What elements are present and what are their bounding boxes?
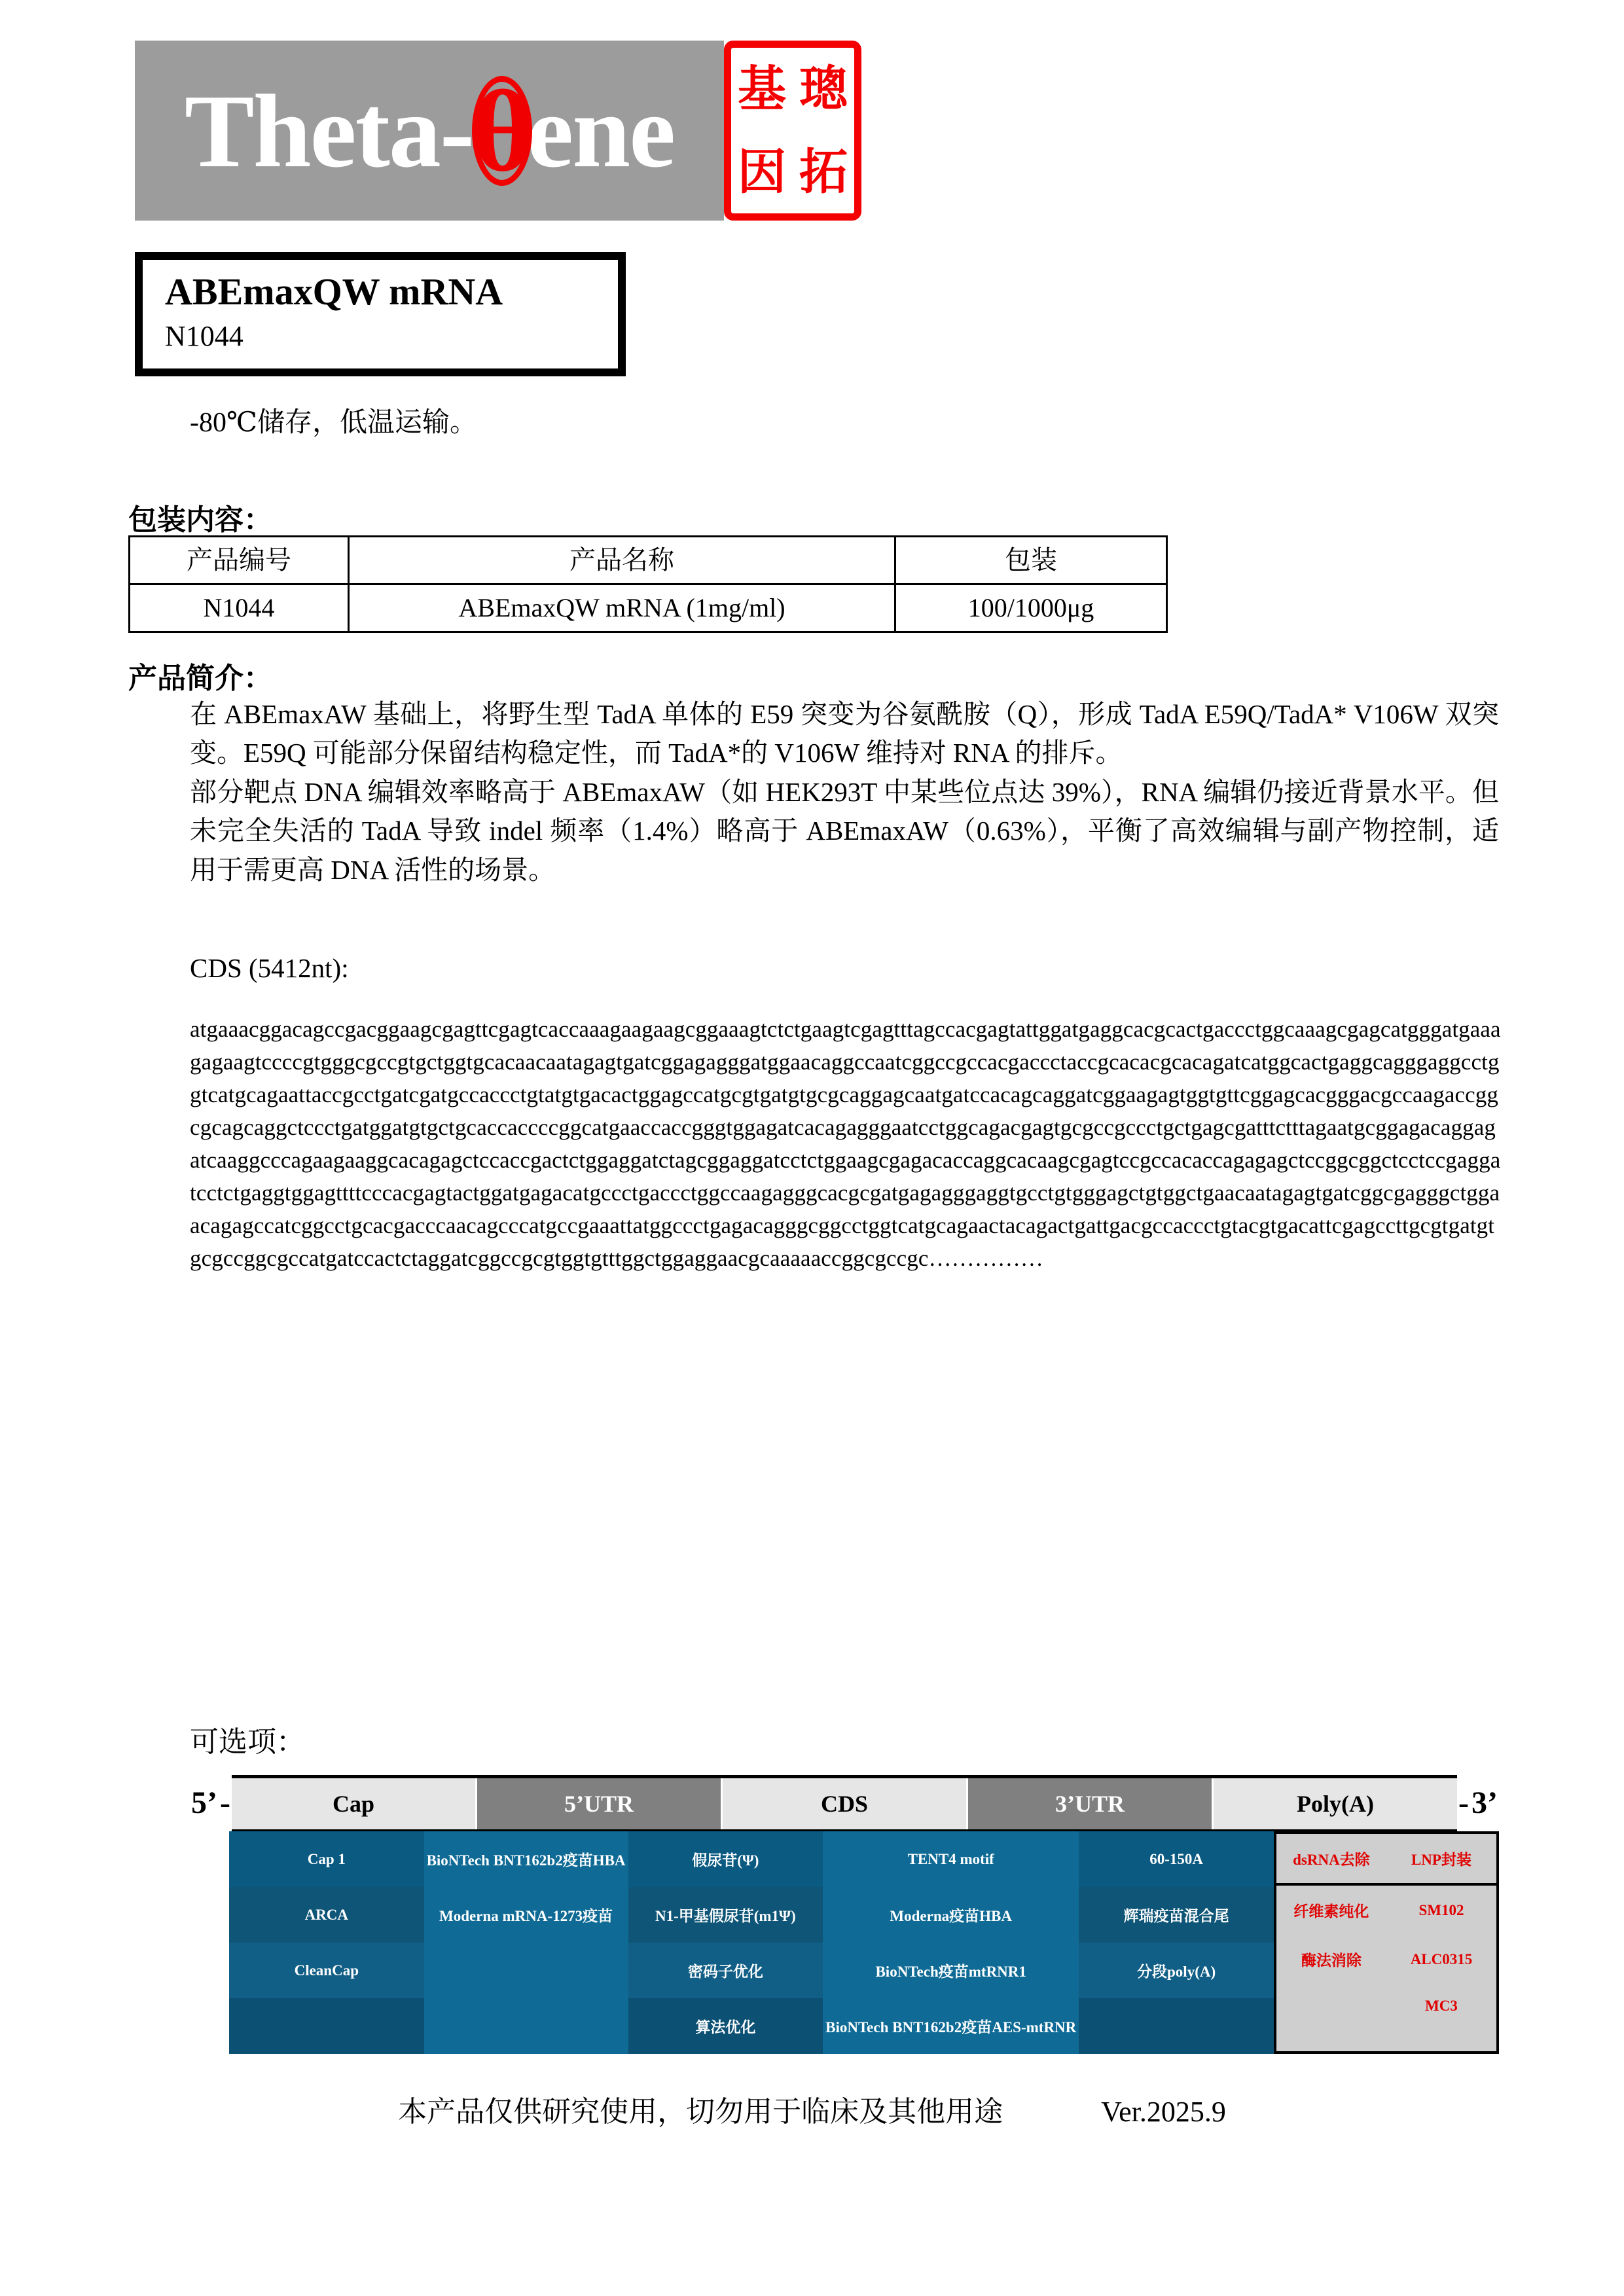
five-prime-dash: - xyxy=(219,1785,230,1820)
segment-cds: CDS xyxy=(723,1778,968,1829)
matrix-cell: 辉瑞疫苗混合尾 xyxy=(1079,1887,1274,1943)
version-label: Ver.2025.9 xyxy=(1101,2096,1226,2128)
matrix-cell: BioNTech BNT162b2疫苗AES-mtRNR xyxy=(823,1998,1079,2054)
cell-product-name: ABEmaxQW mRNA (1mg/ml) xyxy=(349,584,895,632)
matrix-cell: BioNTech BNT162b2疫苗HBA xyxy=(424,1831,628,1887)
five-prime-label: 5’ xyxy=(191,1785,217,1820)
intro-paragraph-1: 在 ABEmaxAW 基础上，将野生型 TadA 单体的 E59 突变为谷氨酰胺（Q），形成 TadA E59Q/TadA* V106W 双突变。E59Q 可能部分保留结构稳定性，而 TadA*的 V106W 维持对 RNA 的排斥。 xyxy=(190,699,1499,768)
segment-strip xyxy=(232,1775,1457,1831)
storage-condition: -80℃储存，低温运输。 xyxy=(190,408,477,438)
matrix-cell: 算法优化 xyxy=(628,1998,823,2054)
matrix-cell: N1-甲基假尿苷(m1Ψ) xyxy=(628,1887,823,1943)
process-options-panel xyxy=(1274,1831,1499,2054)
panel-cell-lipid: SM102 xyxy=(1418,1901,1464,1918)
matrix-cell: TENT4 motif xyxy=(823,1831,1079,1887)
col-header-package: 包装 xyxy=(895,537,1167,584)
segment-5utr: 5’UTR xyxy=(477,1778,723,1829)
segment-polya: Poly(A) xyxy=(1214,1778,1457,1829)
options-matrix-wrapper xyxy=(229,1831,1499,2054)
panel-cell-lipid: MC3 xyxy=(1425,1998,1458,2014)
logo-text-post: ene xyxy=(527,72,675,189)
cds-sequence: atgaaacggacagccgacggaagcgagttcgagtcaccaaagaagaagcggaaagtctctgaagtcgagtttagccacgagtattggatgaggcacgcactgaccctggcaaagcgagcatgggatgaaagagaagtccccgtgggcgccgtgctggtgcacaacaatagagtgatcggagagggatggaacaggccaatcggccgccacgaccctaccgcacacgcacagatcatggcactgaggcagggaggcctggtcatgcagaattaccgcctgatcgatgccaccctgtatgtgacactggagccatgcgtgatgtgcgcaggagcaatgatccacagcaggatcggaagagtggtgttcggagcacgggacgccaagaccggcgcagcaggctccctgatggatgtgctgcaccaccccggcatgaaccaccgggtggagatcacagagggaatcctggcagacgagtgcgccgccctgctgagcgatttctttagaatgcggagacaggagatcaaggcccagaagaaggcacagagctccaccgactctggaggatctagcggaggatcctctggaagcgagacaccaggcacaagcgagtccgccacaccagagagctccggcggctcctccgaggatcctctgaggtggagttttcccacgagtactggatgagacatgccctgaccctggccaagagggcacgcgatgagagggaggtgcctgtgggagctgtggctgaacaatagagtgatcggcgagggctggaacagagccatcggcctgcacgacccaacagcccatgccgaaattatggccctgagacagggcggcctggtcatgcagaactacagactgattgacgccaccctgtacgtgacattcgagccttgcgtgatgtgcgccggcgccatgatccactctaggatcggccgcgtggtgtttggctggaggaacgcaaaaaccggcgccgc…………… xyxy=(190,1016,1501,1271)
three-prime-dash: - xyxy=(1458,1785,1470,1820)
panel-cell-purification xyxy=(1276,1984,1386,2028)
table-header-row xyxy=(130,537,1167,584)
three-prime-label: 3’ xyxy=(1471,1785,1498,1820)
product-title-box xyxy=(135,252,626,376)
theta-icon: θ xyxy=(472,65,532,196)
matrix-cell xyxy=(424,1943,628,1998)
packaging-table xyxy=(128,535,1168,633)
company-seal-icon xyxy=(724,41,861,221)
catalog-number: N1044 xyxy=(165,319,244,352)
logo-banner xyxy=(135,41,724,221)
panel-cell-purification: 纤维素纯化 xyxy=(1293,1903,1369,1920)
options-matrix xyxy=(229,1831,1274,2054)
matrix-cell xyxy=(229,1998,424,2054)
mrna-segment-bar xyxy=(190,1775,1499,1831)
seal-char-4: 拓 xyxy=(799,143,848,200)
panel-cell-purification: dsRNA去除 xyxy=(1293,1852,1370,1868)
logo-wordmark xyxy=(184,65,675,196)
matrix-cell: CleanCap xyxy=(229,1943,424,1998)
table-row xyxy=(130,584,1167,632)
matrix-cell xyxy=(1079,1998,1274,2054)
panel-cell-lipid: LNP封装 xyxy=(1411,1852,1471,1868)
matrix-cell: 密码子优化 xyxy=(628,1943,823,1998)
packaging-heading: 包装内容： xyxy=(128,504,272,536)
research-use-note: 本产品仅供研究使用，切勿用于临床及其他用途 xyxy=(398,2096,1003,2128)
col-header-product-no: 产品编号 xyxy=(130,537,349,584)
cds-label: CDS (5412nt): xyxy=(190,953,349,983)
seal-char-1: 基 xyxy=(738,61,786,118)
col-header-product-name: 产品名称 xyxy=(349,537,895,584)
mrna-structure-diagram xyxy=(190,1775,1499,2054)
intro-body xyxy=(190,695,1499,889)
segment-cap: Cap xyxy=(232,1778,477,1829)
matrix-cell: BioNTech疫苗mtRNR1 xyxy=(823,1943,1079,1998)
matrix-cell: Cap 1 xyxy=(229,1831,424,1887)
matrix-cell: 假尿苷(Ψ) xyxy=(628,1831,823,1887)
logo-text-pre: Theta- xyxy=(184,72,474,189)
intro-heading: 产品简介： xyxy=(128,662,272,694)
intro-paragraph-2: 部分靶点 DNA 编辑效率略高于 ABEmaxAW（如 HEK293T 中某些位点达 39%），RNA 编辑仍接近背景水平。但未完全失活的 TadA 导致 indel 频率（1.4%）略高于 ABEmaxAW（0.63%），平衡了高效编辑与副产物控制，适用于需更高 DNA 活性的场景。 xyxy=(190,776,1499,885)
page-footer xyxy=(0,2088,1624,2130)
matrix-cell: Moderna mRNA-1273疫苗 xyxy=(424,1887,628,1943)
cell-product-no: N1044 xyxy=(130,584,349,632)
cell-package: 100/1000μg xyxy=(895,584,1167,632)
page-title: ABEmaxQW mRNA xyxy=(165,270,503,313)
seal-char-3: 因 xyxy=(738,143,786,200)
brand-header xyxy=(135,41,861,221)
matrix-cell xyxy=(424,1998,628,2054)
seal-char-2: 璁 xyxy=(799,61,848,118)
matrix-cell: 分段poly(A) xyxy=(1079,1943,1274,1998)
panel-cell-purification: 酶法消除 xyxy=(1301,1952,1362,1969)
segment-3utr: 3’UTR xyxy=(968,1778,1214,1829)
matrix-cell: ARCA xyxy=(229,1887,424,1943)
matrix-cell: Moderna疫苗HBA xyxy=(823,1887,1079,1943)
panel-cell-lipid: ALC0315 xyxy=(1410,1950,1473,1967)
matrix-cell: 60-150A xyxy=(1079,1831,1274,1887)
options-heading: 可选项： xyxy=(190,1726,305,1758)
